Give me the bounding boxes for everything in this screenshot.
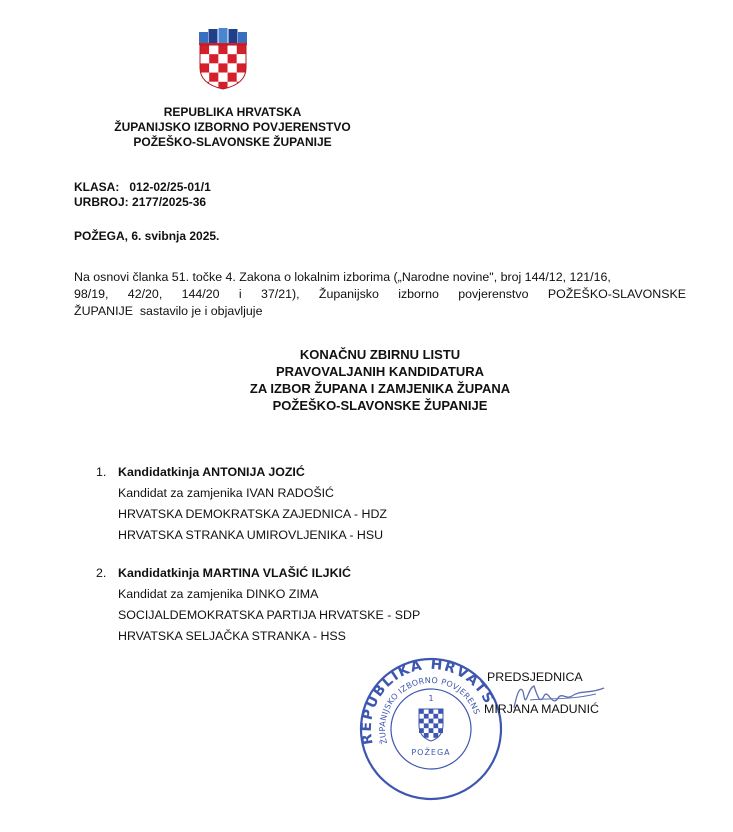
candidate-deputy: Kandidat za zamjenika DINKO ZIMA <box>118 587 319 601</box>
stamp-place: POŽEGA <box>411 748 451 757</box>
stamp-shield-icon <box>419 709 443 741</box>
title-line-4: POŽEŠKO-SLAVONSKE ŽUPANIJE <box>272 398 488 413</box>
urbroj-line <box>74 195 211 210</box>
signatory-role: PREDSJEDNICA <box>487 670 583 684</box>
stamp-outer-text: REPUBLIKA HRVATSKA <box>358 656 498 746</box>
official-stamp <box>357 655 505 803</box>
title-line-3: ZA IZBOR ŽUPANA I ZAMJENIKA ŽUPANA <box>249 381 511 396</box>
intro-line-2: 98/19, 42/20, 144/20 i 37/21), Županijsko izborno povjerenstvo POŽEŠKO-SLAVONSKE <box>74 287 686 301</box>
candidate-number: 2. <box>96 566 107 580</box>
intro-paragraph <box>74 269 686 320</box>
candidate-item <box>96 462 387 546</box>
title-line-1: KONAČNU ZBIRNU LISTU <box>299 347 461 362</box>
issuer-county: POŽEŠKO-SLAVONSKE ŽUPANIJE <box>133 135 332 149</box>
candidate-party-2: HRVATSKA STRANKA UMIROVLJENIKA - HSU <box>118 528 384 542</box>
candidate-deputy: Kandidat za zamjenika IVAN RADOŠIĆ <box>118 486 335 500</box>
signatory-name: MIRJANA MADUNIĆ <box>484 702 599 716</box>
candidate-party-1: HRVATSKA DEMOKRATSKA ZAJEDNICA - HDZ <box>118 507 387 521</box>
klasa-value: 012-02/25-01/1 <box>129 180 211 194</box>
issuer-country: REPUBLIKA HRVATSKA <box>163 105 302 119</box>
reference-block <box>74 180 211 210</box>
issuer-block <box>60 105 405 150</box>
candidate-name: Kandidatkinja MARTINA VLAŠIĆ ILJKIĆ <box>118 566 351 580</box>
document-title <box>160 346 600 414</box>
candidate-party-1: SOCIJALDEMOKRATSKA PARTIJA HRVATSKE - SDP <box>118 608 421 622</box>
stamp-inner-text: ŽUPANIJSKO IZBORNO POVJERENSTVO <box>377 675 482 746</box>
place-date: POŽEGA, 6. svibnja 2025. <box>74 229 220 243</box>
candidate-heading-row <box>96 462 387 483</box>
candidate-party-2: HRVATSKA SELJAČKA STRANKA - HSS <box>118 629 346 643</box>
klasa-line <box>74 180 211 195</box>
urbroj-value: 2177/2025-36 <box>132 195 207 209</box>
candidate-item <box>96 563 420 647</box>
intro-line-1: Na osnovi članka 51. točke 4. Zakona o lokalnim izborima („Narodne novine", broj 144/12, 121/16, <box>74 270 611 284</box>
candidate-number: 1. <box>96 465 107 479</box>
intro-line-3: ŽUPANIJE sastavilo je i objavljuje <box>74 304 263 318</box>
candidate-heading-row <box>96 563 420 584</box>
candidate-name: Kandidatkinja ANTONIJA JOZIĆ <box>118 465 305 479</box>
coat-of-arms-logo <box>197 28 249 90</box>
stamp-number: 1 <box>428 694 434 703</box>
issuer-body: ŽUPANIJSKO IZBORNO POVJERENSTVO <box>114 120 351 134</box>
title-line-2: PRAVOVALJANIH KANDIDATURA <box>276 364 484 379</box>
klasa-label: KLASA: <box>74 180 120 194</box>
urbroj-label: URBROJ: <box>74 195 129 209</box>
